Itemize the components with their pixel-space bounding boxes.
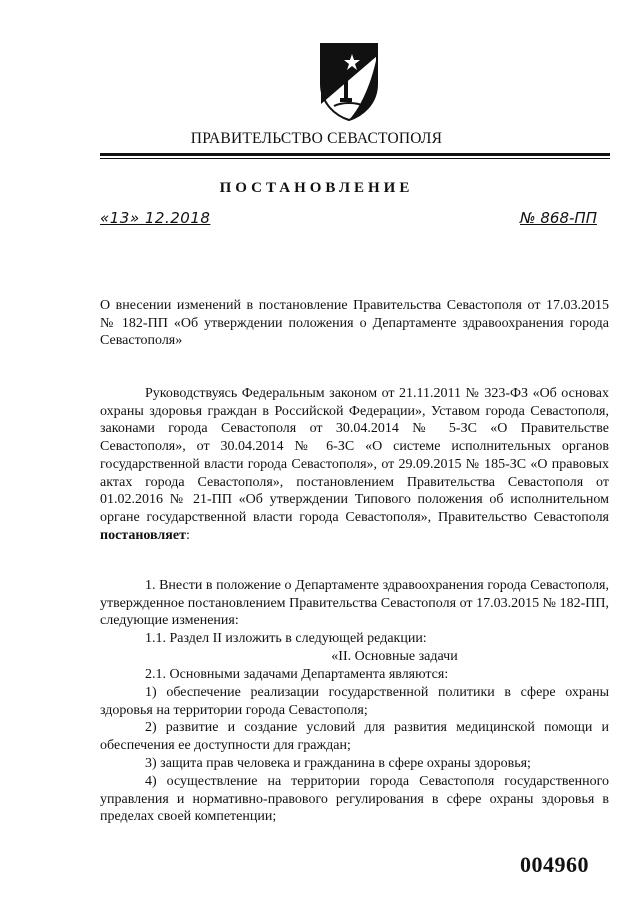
paragraph-1: 1. Внести в положение о Департаменте здравоохранения города Севастополя, утвержденное постановлением Правительства Севастополя от 17.03.2015 № 182-ПП, следующие изменения:: [100, 578, 609, 629]
task-2: 2) развитие и создание условий для развития медицинской помощи и обеспечения ее доступности для граждан;: [100, 720, 609, 753]
task-3: 3) защита прав человека и гражданина в сфере охраны здоровья;: [145, 756, 531, 771]
preamble-colon: :: [185, 527, 190, 543]
task-4: 4) осуществление на территории города Севастополя государственного управления и нормативно-правового регулирования в сфере охраны здоровья в пределах своей компетенции;: [100, 774, 609, 825]
resolves-word: постановляет: [100, 527, 186, 543]
government-name: ПРАВИТЕЛЬСТВО СЕВАСТОПОЛЯ: [190, 130, 443, 147]
document-type: ПОСТАНОВЛЕНИЕ: [219, 180, 414, 196]
serial-number: 004960: [520, 852, 589, 877]
section-heading: «II. Основные задачи: [331, 649, 458, 664]
header-rule: [100, 153, 610, 156]
document-subject: О внесении изменений в постановление Правительства Севастополя от 17.03.2015 № 182-ПП «Об утверждении положения о Департаменте здравоохранения города Севастополя»: [100, 298, 609, 349]
task-1: 1) обеспечение реализации государственной политики в сфере охраны здоровья на территории города Севастополя;: [100, 685, 609, 718]
header-rule-thin: [100, 158, 610, 159]
preamble-text: Руководствуясь Федеральным законом от 21.11.2011 № 323-ФЗ «Об основах охраны здоровья граждан в Российской Федерации», Уставом города Севастополя, законами города Севастополя от 30.04.2014 № 5-ЗС «О Правительстве Севастополя», от 30.04.2014 № 6-ЗС «О системе исполнительных органов государственной власти города Севастополя», от 29.09.2015 № 185-ЗС «О правовых актах города Севастополя», постановлением Правительства Севастополя от 01.02.2016 № 21-ПП «Об утверждении Типового положения об исполнительном органе государственной власти города Севастополя», Правительство Севастополя: [100, 386, 609, 525]
preamble: [100, 385, 609, 544]
paragraph-1-1: 1.1. Раздел II изложить в следующей редакции:: [145, 631, 427, 646]
document-number: № 868-ПП: [520, 209, 597, 227]
document-date: «13» 12.2018: [100, 209, 211, 227]
paragraph-2-1: 2.1. Основными задачами Департамента являются:: [145, 667, 449, 682]
sevastopol-coat-of-arms-icon: [318, 40, 380, 122]
